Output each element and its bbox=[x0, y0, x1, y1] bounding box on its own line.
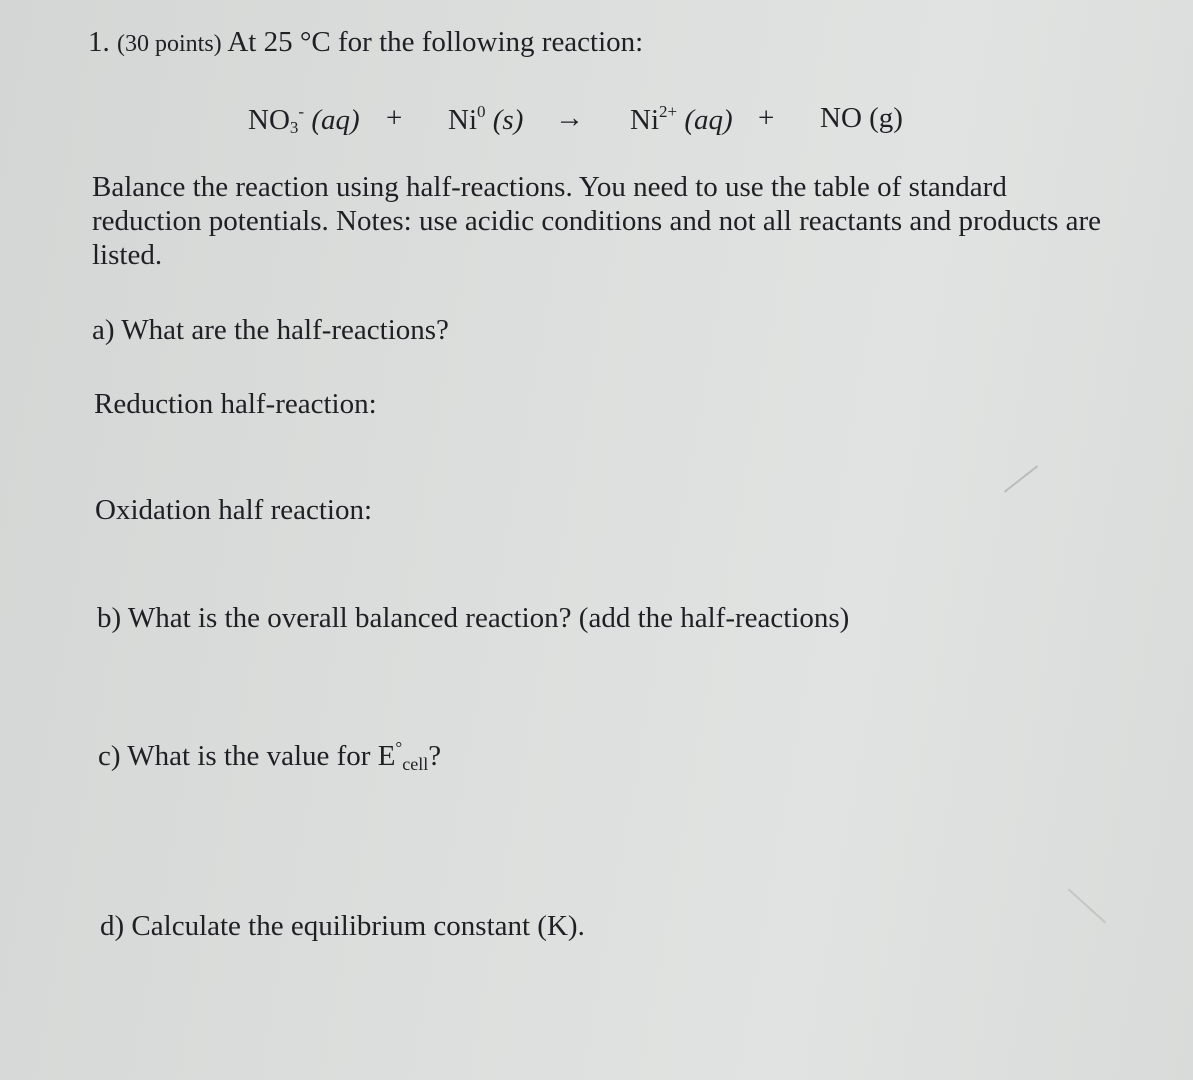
paper-scuff-mark bbox=[1068, 889, 1106, 924]
question-number: 1. bbox=[88, 26, 110, 58]
plus-sign: + bbox=[758, 102, 775, 134]
reaction-equation bbox=[0, 102, 1193, 146]
question-prompt: At 25 °C for the following reaction: bbox=[227, 26, 644, 58]
part-a-question bbox=[92, 314, 449, 347]
part-c-label: c) bbox=[98, 740, 121, 772]
part-a-text: What are the half-reactions? bbox=[121, 314, 449, 346]
instructions-paragraph: Balance the reaction using half-reactions. You need to use the table of standard reduction potentials. Notes: use acidic conditions and not all reactants and products are listed. bbox=[92, 171, 1102, 271]
part-b-text: What is the overall balanced reaction? (add the half-reactions) bbox=[127, 602, 850, 634]
oxidation-label: Oxidation half reaction: bbox=[95, 494, 373, 526]
nickel-metal-species: Ni$^0$ (s) bbox=[448, 102, 524, 136]
part-c-text: What is the value for E°cell? bbox=[127, 738, 442, 774]
part-d-question bbox=[100, 910, 585, 943]
nickel-ion-species: $Ni^{2+}$ (aq) bbox=[630, 102, 733, 136]
nitrate-species: $NO_3^-$ (aq) bbox=[248, 102, 360, 137]
part-c-question bbox=[98, 738, 441, 775]
question-points: (30 points) bbox=[117, 31, 222, 57]
part-d-label: d) bbox=[100, 910, 125, 942]
reduction-label: Reduction half-reaction: bbox=[94, 388, 377, 420]
reaction-arrow: → bbox=[555, 102, 584, 134]
part-b-label: b) bbox=[97, 602, 122, 634]
plus-sign: + bbox=[386, 102, 403, 134]
part-b-question bbox=[97, 602, 849, 635]
question-header bbox=[88, 26, 643, 59]
part-a-label: a) bbox=[92, 314, 115, 346]
nitric-oxide-species: NO (g) bbox=[820, 102, 903, 134]
paper-scuff-mark bbox=[1004, 465, 1038, 492]
part-d-text: Calculate the equilibrium constant (K). bbox=[131, 910, 585, 942]
